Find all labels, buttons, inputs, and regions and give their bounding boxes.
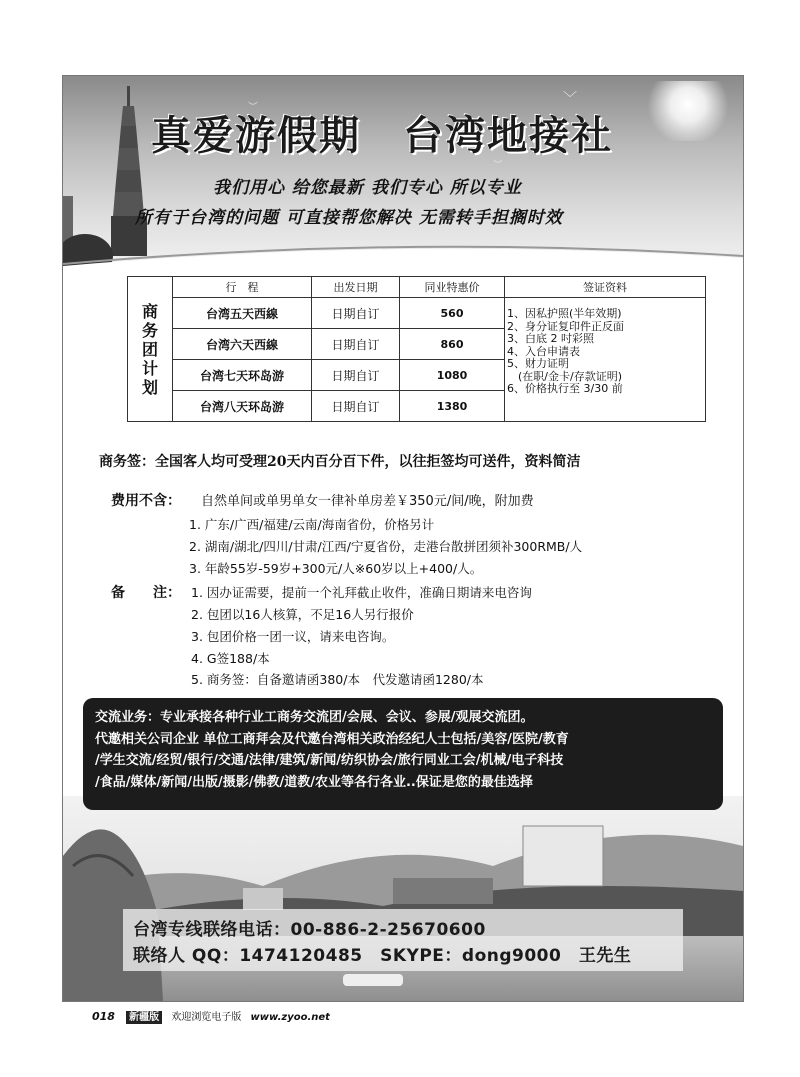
bird-icon: ﹀ [563,91,577,107]
header-visa: 签证资料 [505,277,706,298]
slogan-line-2: 所有于台湾的问题 可直接帮您解决 无需转手担搁时效 [135,208,563,228]
fees-label: 费用不含： [111,493,181,509]
visa-requirements: 1、因私护照(半年效期) 2、身分证复印件正反面 3、白底 2 吋彩照 4、入台申请表 5、财力证明 (在职/金卡/存款证明) 6、价格执行至 3/30 前 [505,298,706,422]
note-item: 5. 商务签：自备邀请函380/本 代发邀请函1280/本 [191,672,484,687]
business-tour-plan-table [127,276,706,422]
note-item: 2. 包团以16人核算，不足16人另行报价 [191,607,414,622]
sun-flare [643,81,733,141]
edition-badge: 新疆版 [126,1011,162,1024]
note-item: 3. 包团价格一团一议，请来电咨询。 [191,629,395,644]
fee-item: 2. 湖南/湖北/四川/甘肃/江西/宁夏省份，走港台散拼团须补300RMB/人 [189,539,583,554]
date-cell: 日期自订 [312,329,400,360]
price-cell: 860 [400,329,505,360]
table-row [128,298,706,329]
business-visa-line: 商务签：全国客人均可受理20天内百分百下件，以往拒签均可送件，资料简洁 [99,454,581,470]
footer-text: 欢迎浏览电子版 [171,1012,242,1023]
slogan-line-1: 我们用心 给您最新 我们专心 所以专业 [213,178,522,198]
page-title: 真爱游假期 台湾地接社 [151,112,613,159]
date-cell: 日期自订 [312,298,400,329]
note-item: 4. G签188/本 [191,651,270,666]
contact-box [123,909,683,971]
fee-item: 3. 年龄55岁-59岁+300元/人※60岁以上+400/人。 [189,561,483,576]
price-cell: 1080 [400,360,505,391]
header-date: 出发日期 [312,277,400,298]
side-label: 商 务 团 计 划 [128,277,173,422]
price-cell: 1380 [400,391,505,422]
banner-swoosh [63,236,743,276]
fees-main: 自然单间或单男单女一律补单房差￥350元/间/晚，附加费 [201,494,534,509]
route-cell: 台湾五天西線 [173,298,312,329]
note-item: 1. 因办证需要，提前一个礼拜截止收件，准确日期请来电咨询 [191,585,532,600]
price-cell: 560 [400,298,505,329]
bird-icon: ︶ [493,160,503,171]
exchange-line: 代邀相关公司企业 单位工商拜会及代邀台湾相关政治经纪人士包括/美容/医院/教育 [95,731,569,747]
header-banner [63,76,743,271]
route-cell: 台湾八天环岛游 [173,391,312,422]
header-route: 行 程 [173,277,312,298]
exchange-line: 交流业务：专业承接各种行业工商务交流团/会展、会议、参展/观展交流团。 [95,710,534,725]
exchange-line: /学生交流/经贸/银行/交通/法律/建筑/新闻/纺织协会/旅行同业工会/机械/电子科技 [95,753,564,768]
footer-site-link[interactable]: www.zyoo.net [250,1012,330,1023]
route-cell: 台湾六天西線 [173,329,312,360]
bird-icon: ︶ [248,102,258,113]
page-footer [92,1008,330,1023]
contact-phone: 台湾专线联络电话：00-886-2-25670600 [133,920,486,940]
date-cell: 日期自订 [312,391,400,422]
contact-qq-skype: 联络人 QQ：1474120485 SKYPE：dong9000 王先生 [133,946,632,966]
advertisement-page [62,75,744,1002]
exchange-line: /食品/媒体/新闻/出版/摄影/佛教/道教/农业等各行各业..保证是您的最佳选择 [95,774,533,790]
header-price: 同业特惠价 [400,277,505,298]
notes-label: 备 注： [111,585,181,601]
fee-item: 1. 广东/广西/福建/云南/海南省份，价格另计 [189,517,435,532]
page-number: 018 [92,1010,115,1023]
date-cell: 日期自订 [312,360,400,391]
table-header-row [128,277,706,298]
exchange-business-box [83,698,723,810]
route-cell: 台湾七天环岛游 [173,360,312,391]
